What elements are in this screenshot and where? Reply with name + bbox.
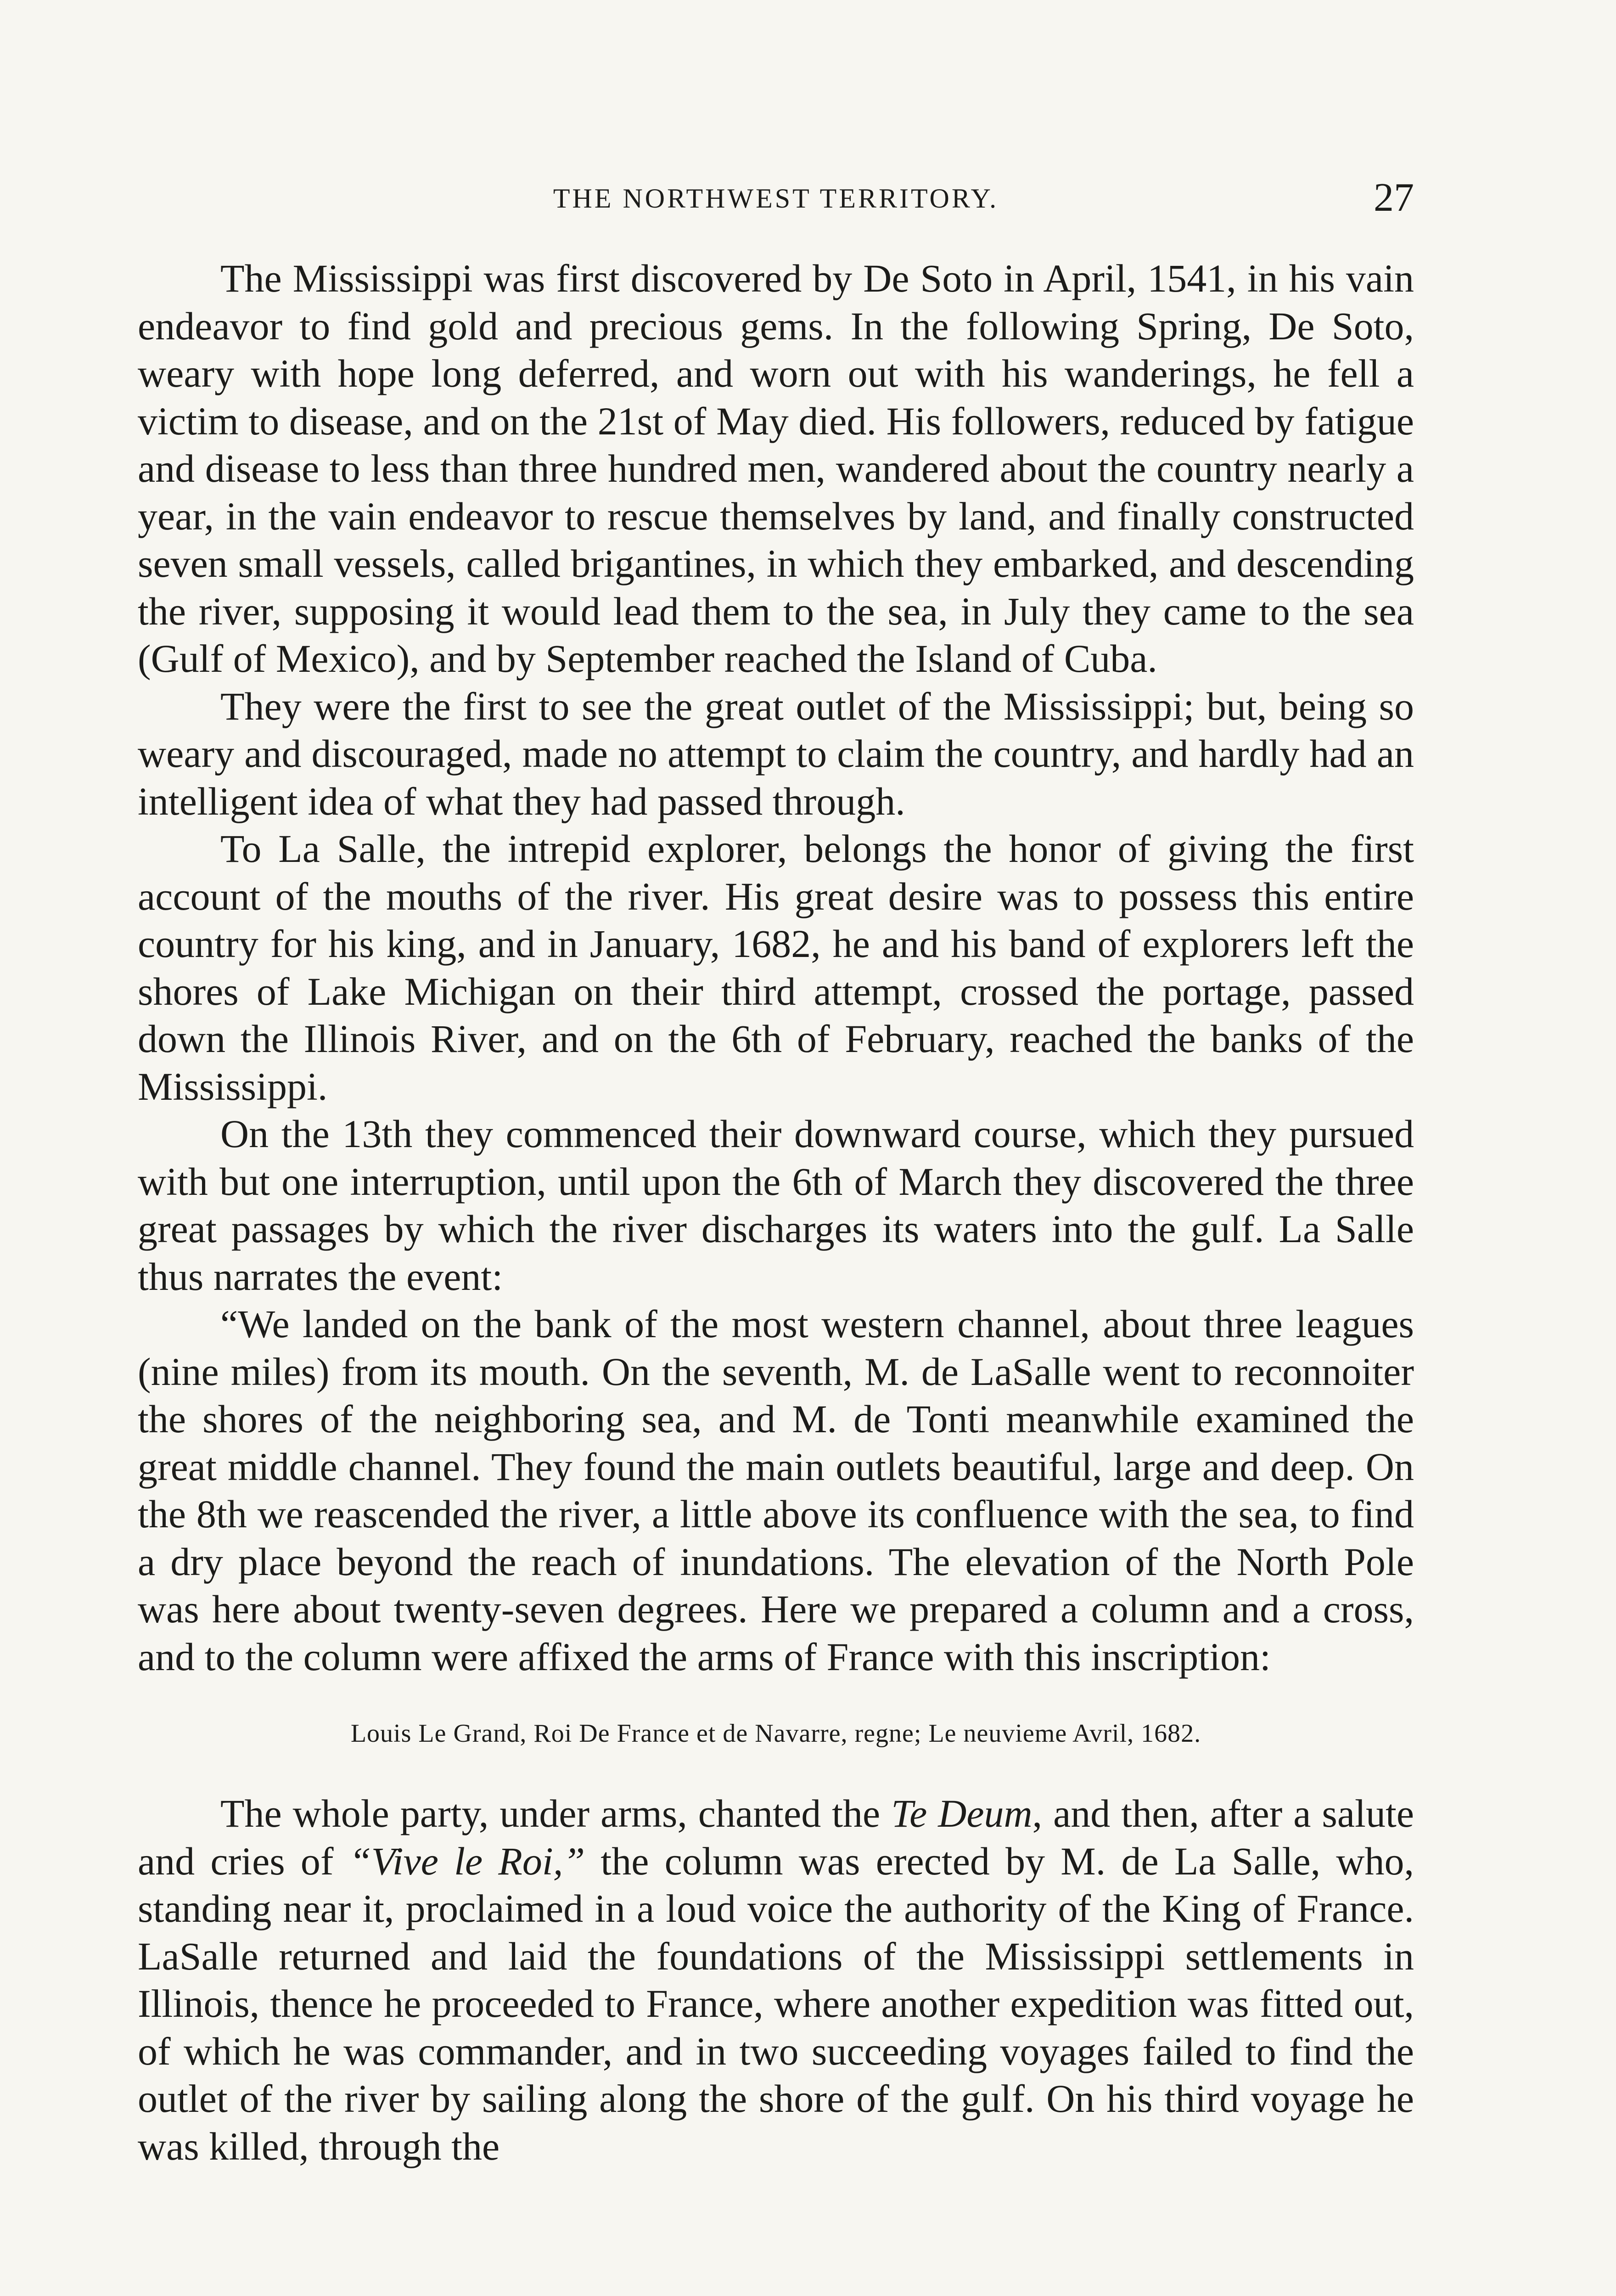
running-head bbox=[138, 174, 1414, 225]
paragraph-de-soto: The Mississippi was first discovered by De Soto in April, 1541, in his vain endeavor to find gold and precious gems. In the following Spring, De Soto, weary with hope long deferred, and worn out with his wanderings, he fell a victim to disease, and on the 21st of May died. His followers, reduced by fatigue and disease to less than three hundred men, wandered about the country nearly a year, in the vain endeavor to rescue themselves by land, and finally constructed seven small vessels, called brigantines, in which they embarked, and descending the river, supposing it would lead them to the sea, in July they came to the sea (Gulf of Mexico), and by September reached the Island of Cuba. bbox=[138, 256, 1414, 681]
paragraph-quotation: “We landed on the bank of the most western channel, about three leagues (nine miles) from its mouth. On the seventh, M. de LaSalle went to reconnoiter the shores of the neighboring sea, and M. de Tonti meanwhile examined the great middle channel. They found the main outlets beautiful, large and deep. On the 8th we reascended the river, a little above its confluence with the sea, to find a dry place beyond the reach of inundations. The elevation of the North Pole was here about twenty-seven degrees. Here we prepared a column and a cross, and to the column were affixed the arms of France with this inscription: bbox=[138, 1302, 1414, 1679]
paragraph-outlet: They were the first to see the great outlet of the Mississippi; but, being so weary and discouraged, made no attempt to claim the country, and hardly had an intelligent idea of what they had passed through. bbox=[138, 684, 1414, 823]
running-title: THE NORTHWEST TERRITORY. bbox=[553, 183, 999, 214]
paragraph-te-deum bbox=[138, 1790, 1414, 2170]
paragraph-la-salle: To La Salle, the intrepid explorer, belongs the honor of giving the first account of the mouths of the river. His great desire was to possess this entire country for his king, and in January, 1682, he and his band of explorers left the shores of Lake Michigan on their third attempt, crossed the portage, passed down the Illinois River, and on the 6th of February, reached the banks of the Mississippi. bbox=[138, 827, 1414, 1109]
body-text bbox=[138, 255, 1414, 2170]
final-text-part2: , and then, after a salute and cries of bbox=[138, 1791, 1414, 1883]
page-number: 27 bbox=[1374, 175, 1414, 220]
te-deum-italic: Te Deum bbox=[891, 1791, 1032, 1835]
paragraph-downward-course: On the 13th they commenced their downward course, which they pursued with but one interruption, until upon the 6th of March they discovered the three great passages by which the river discharges its waters into the gulf. La Salle thus narrates the event: bbox=[138, 1112, 1414, 1299]
final-text-part1: The whole party, under arms, chanted the bbox=[220, 1791, 892, 1835]
inscription: Louis Le Grand, Roi De France et de Navarre, regne; Le neuvieme Avril, 1682. bbox=[350, 1719, 1201, 1748]
vive-le-roi-italic: “Vive le Roi,” bbox=[349, 1839, 585, 1883]
final-text-part3: the column was erected by M. de La Salle, who, standing near it, proclaimed in a loud voice the authority of the King of France. LaSalle returned and laid the foundations of the Mississippi settlements in Illinois, thence he proceeded to France, where another expedition was fitted out, of which he was commander, and in two succeeding voyages failed to find the outlet of the river by sailing along the shore of the gulf. On his third voyage he was killed, through the bbox=[138, 1839, 1414, 2168]
